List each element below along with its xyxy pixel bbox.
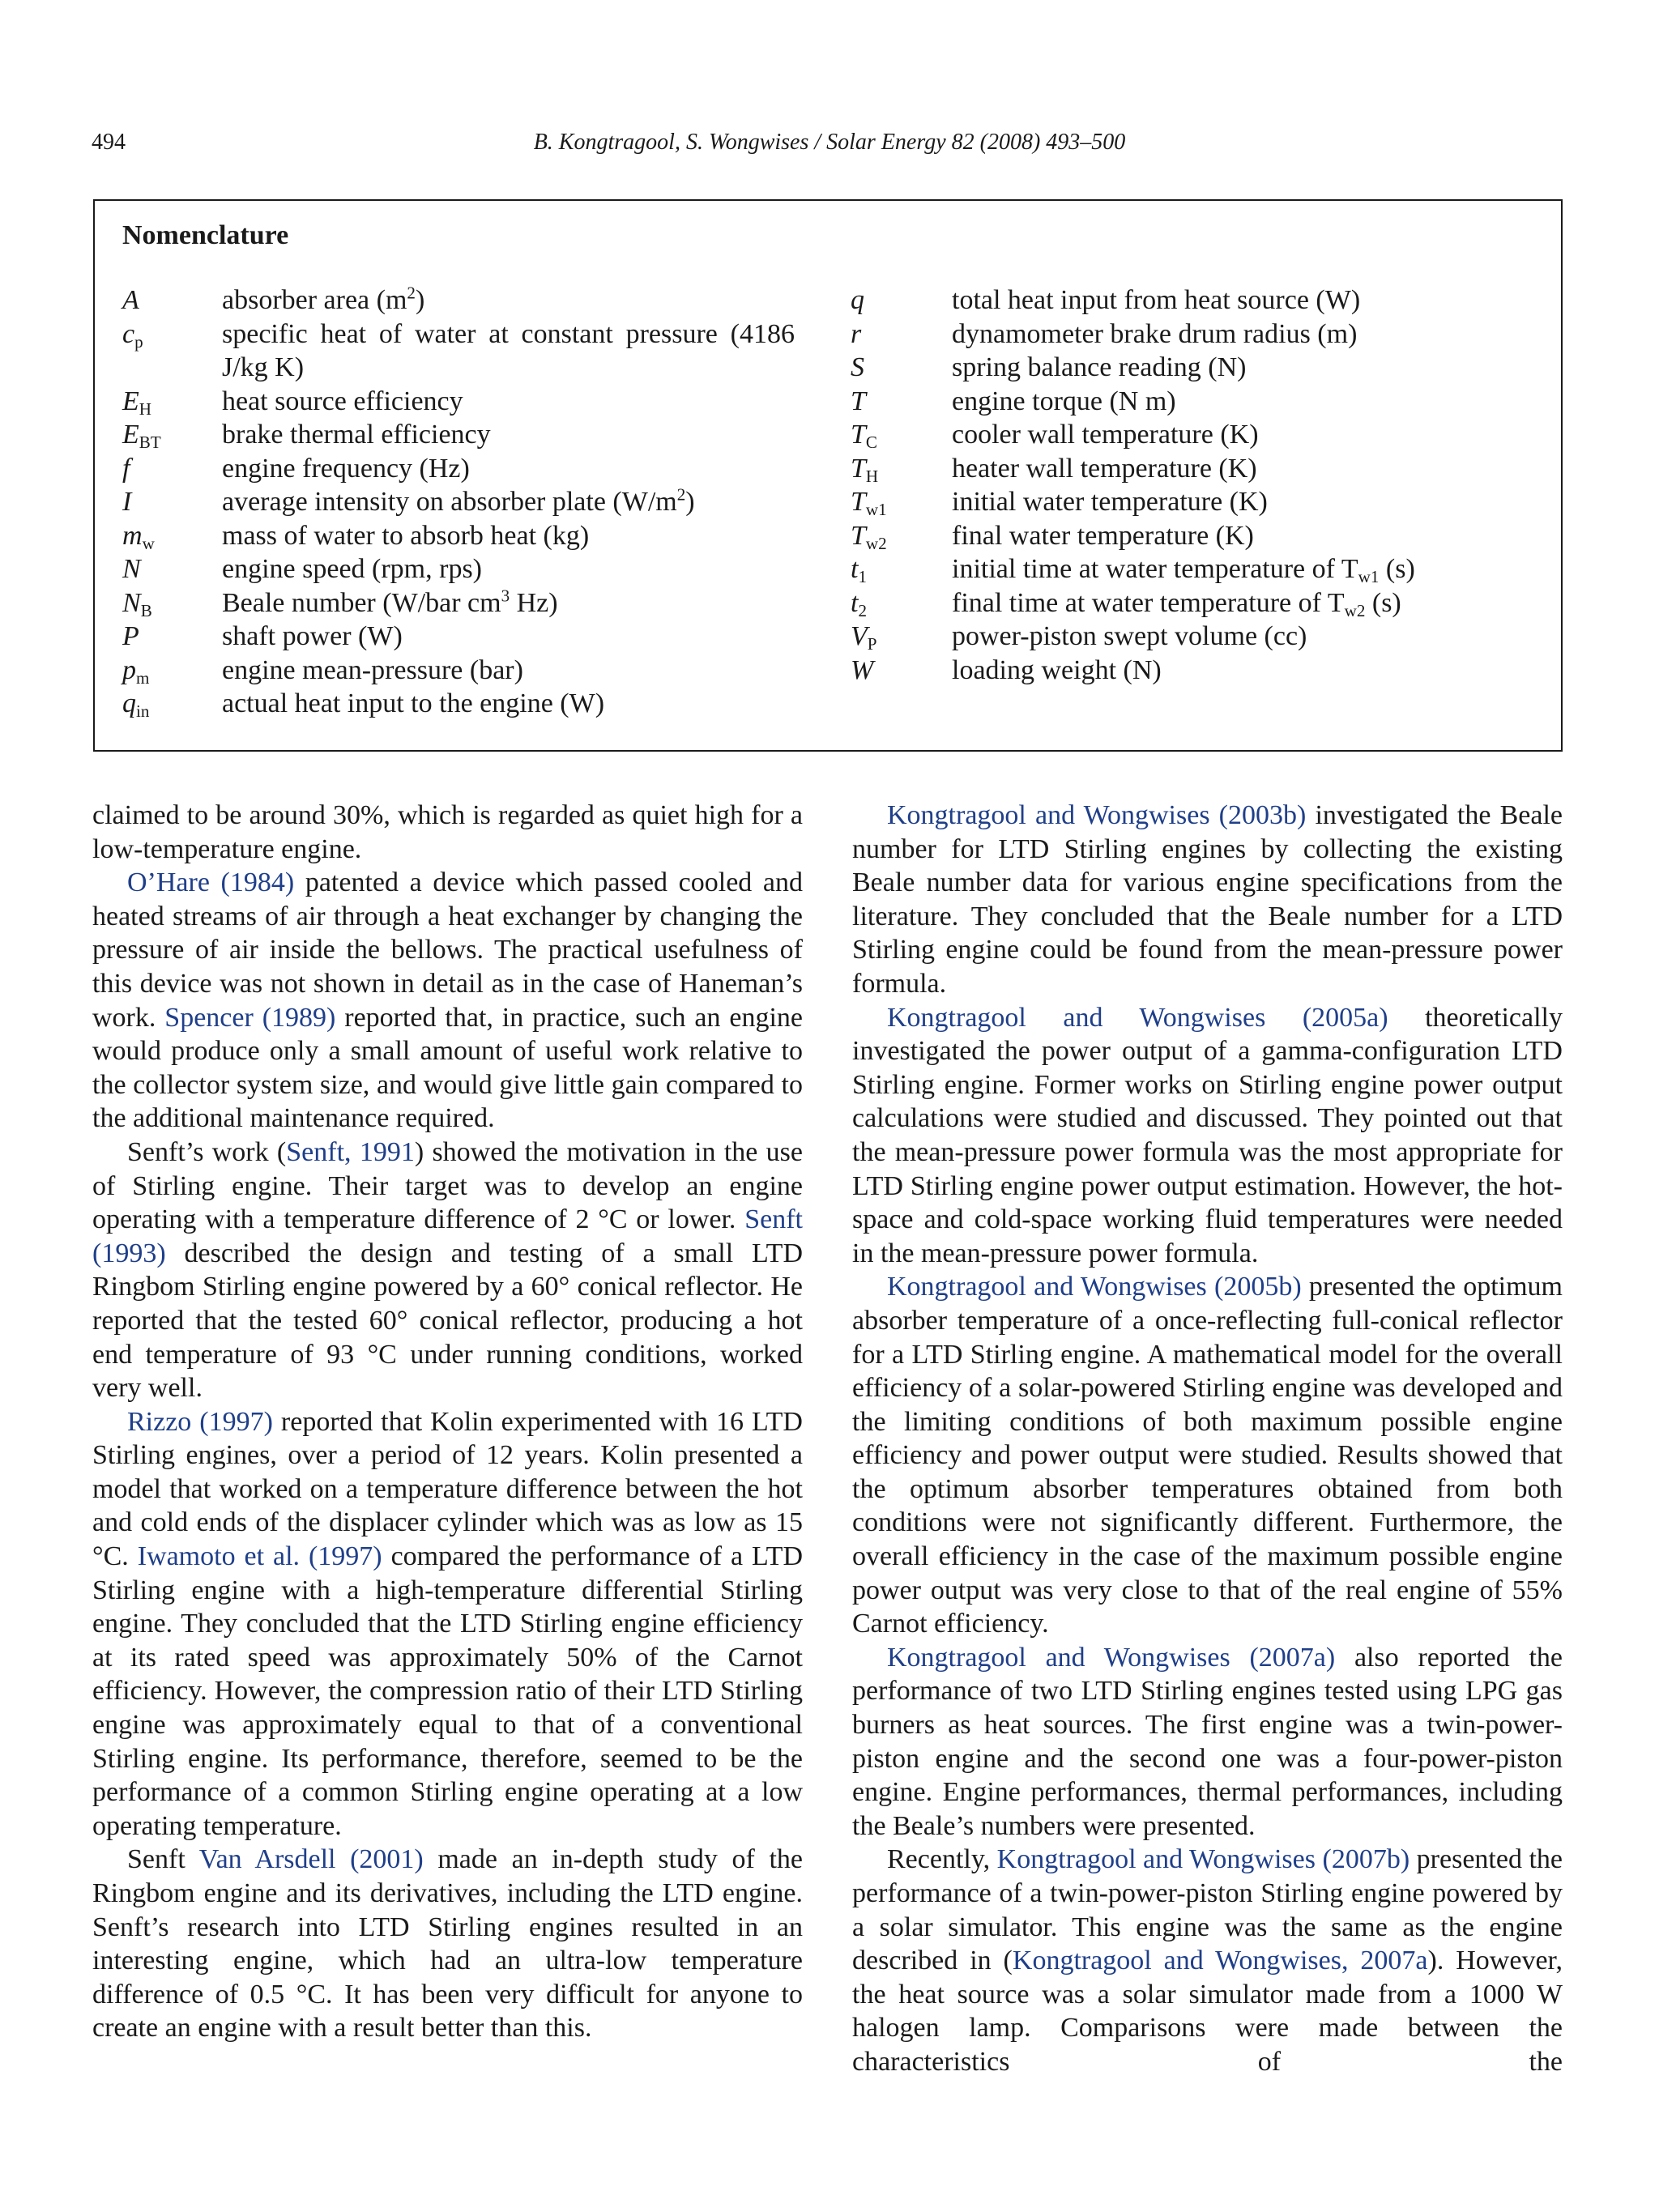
nomenclature-entry — [851, 586, 1531, 620]
nomenclature-symbol: $E_{BT}$ — [122, 420, 161, 452]
paragraph: claimed to be around 30%, which is regarded as quiet high for a low-temperature engine. — [92, 800, 803, 864]
nomenclature-symbol: $T_C$ — [851, 420, 877, 452]
nomenclature-definition: engine speed (rpm, rps) — [222, 554, 483, 584]
citation-link[interactable]: Kongtragool and Wongwises (2005a) — [887, 1002, 1388, 1033]
citation-link[interactable]: Spencer (1989) — [164, 1002, 336, 1033]
nomenclature-definition: initial water temperature (K) — [952, 487, 1268, 517]
nomenclature-symbol: $E_H$ — [122, 386, 152, 419]
paragraph: Kongtragool and Wongwises (2005b) presented the optimum absorber temperature of a once-reflecting full-conical reflector for a LTD Stirling engine. A mathematical model for the overall efficiency of a solar-powered Stirling engine was developed and the limiting conditions of both maximum possible engine efficiency and power output were studied. Results showed that the optimum absorber temperatures obtained from both conditions were not significantly different. Furthermore, the overall efficiency in the case of the maximum possible engine power output was very close to that of the real engine of 55% Carnot efficiency. — [852, 1272, 1563, 1639]
paragraph: Rizzo (1997) reported that Kolin experimented with 16 LTD Stirling engines, over a period of 12 years. Kolin presented a model that worked on a temperature difference between the hot and cold ends of the displacer cylinder which was as low as 15 °C. Iwamoto et al. (1997) compared the performance of a LTD Stirling engine with a high-temperature differential Stirling engine. They concluded that the LTD Stirling engine efficiency at its rated speed was approximately 50% of the Carnot efficiency. However, the compression ratio of their LTD Stirling engine was approximately equal to that of a conventional Stirling engine. Its performance, therefore, seemed to be the performance of a common Stirling engine operating at a low operating temperature. — [92, 1406, 803, 1841]
nomenclature-definition: shaft power (W) — [222, 621, 403, 651]
nomenclature-symbol: T — [851, 386, 866, 416]
nomenclature-symbol: $q_{in}$ — [122, 688, 150, 721]
citation-link[interactable]: Senft (1993) — [92, 1204, 803, 1268]
nomenclature-box — [93, 199, 1563, 752]
nomenclature-definition: dynamometer brake drum radius (m) — [952, 318, 1358, 349]
nomenclature-symbol: $T_{w2}$ — [851, 520, 887, 553]
nomenclature-definition: cooler wall temperature (K) — [952, 420, 1259, 450]
nomenclature-definition: heater wall temperature (K) — [952, 453, 1257, 484]
nomenclature-symbol: P — [122, 621, 139, 651]
running-head — [92, 130, 1567, 162]
nomenclature-entry — [851, 351, 1531, 385]
nomenclature-entry — [122, 586, 795, 620]
nomenclature-definition: engine frequency (Hz) — [222, 453, 470, 484]
nomenclature-symbol: $m_w$ — [122, 520, 155, 553]
nomenclature-definition: spring balance reading (N) — [952, 352, 1247, 382]
left-column — [92, 799, 803, 2045]
nomenclature-definition: mass of water to absorb heat (kg) — [222, 520, 590, 551]
nomenclature-entry — [851, 318, 1531, 352]
citation-link[interactable]: Kongtragool and Wongwises (2005b) — [887, 1272, 1302, 1302]
nomenclature-entry — [122, 519, 795, 553]
citation-link[interactable]: Kongtragool and Wongwises, 2007a — [1012, 1946, 1428, 1976]
right-column — [852, 799, 1563, 2079]
nomenclature-symbol: N — [122, 554, 141, 584]
citation-link[interactable]: Senft, 1991 — [286, 1136, 415, 1167]
nomenclature-entry — [851, 283, 1531, 318]
page-number: 494 — [92, 130, 126, 155]
nomenclature-symbol: r — [851, 318, 862, 349]
nomenclature-entry — [851, 552, 1531, 586]
citation-link[interactable]: Iwamoto et al. (1997) — [137, 1541, 382, 1572]
nomenclature-definition: engine mean-pressure (bar) — [222, 654, 523, 685]
nomenclature-symbol: A — [122, 285, 139, 315]
paragraph: O’Hare (1984) patented a device which passed cooled and heated streams of air through a heat exchanger by changing the pressure of air inside the bellows. The practical usefulness of this device was not shown in detail as in the case of Haneman’s work. Spencer (1989) reported that, in practice, such an engine would produce only a small amount of useful work relative to the collector system size, and would give little gain compared to the additional maintenance required. — [92, 867, 803, 1134]
nomenclature-definition: power-piston swept volume (cc) — [952, 621, 1307, 651]
nomenclature-definition: Beale number (W/bar $cm^3$ Hz) — [222, 585, 558, 618]
nomenclature-entry — [122, 620, 795, 654]
nomenclature-entry — [122, 654, 795, 688]
nomenclature-entry — [122, 385, 795, 419]
nomenclature-symbol: $p_m$ — [122, 654, 150, 688]
nomenclature-definition: final water temperature (K) — [952, 520, 1254, 551]
nomenclature-entry — [122, 452, 795, 486]
nomenclature-title: Nomenclature — [122, 220, 289, 250]
nomenclature-entry — [122, 418, 795, 452]
nomenclature-entry — [122, 485, 795, 519]
nomenclature-left-column — [122, 283, 795, 721]
nomenclature-symbol: $t_2$ — [851, 587, 867, 620]
nomenclature-definition: final time at water temperature of $T_{w2}$ (s) — [952, 587, 1401, 620]
citation-link[interactable]: O’Hare (1984) — [127, 867, 295, 898]
paragraph: Recently, Kongtragool and Wongwises (2007b) presented the performance of a twin-power-piston Stirling engine powered by a solar simulator. This engine was the same as the engine described in (Kongtragool and Wongwises, 2007a). However, the heat source was a solar simulator made from a 1000 W halogen lamp. Comparisons were made between the characteristics of the — [852, 1844, 1563, 2077]
nomenclature-symbol: q — [851, 285, 864, 315]
nomenclature-definition: brake thermal efficiency — [222, 420, 491, 450]
citation-link[interactable]: Kongtragool and Wongwises (2003b) — [887, 800, 1307, 830]
nomenclature-definition: absorber area $(m^2)$ — [222, 283, 425, 315]
paragraph: Kongtragool and Wongwises (2005a) theoretically investigated the power output of a gamma-configuration LTD Stirling engine. Former works on Stirling engine power output calculations were studied and discussed. They pointed out that the mean-pressure power formula was the most appropriate for LTD Stirling engine power output estimation. However, the hot-space and cold-space working fluid temperatures were needed in the mean-pressure power formula. — [852, 1002, 1563, 1268]
nomenclature-definition: total heat input from heat source (W) — [952, 285, 1361, 315]
nomenclature-symbol: $t_1$ — [851, 554, 867, 586]
citation-link[interactable]: Van Arsdell (2001) — [198, 1844, 424, 1875]
nomenclature-symbol: $V_P$ — [851, 621, 877, 654]
nomenclature-entry — [851, 485, 1531, 519]
paragraph: Senft’s work (Senft, 1991) showed the motivation in the use of Stirling engine. Their target was to develop an engine operating with a temperature difference of 2 °C or lower. Senft (1993) described the design and testing of a small LTD Ringbom Stirling engine powered by a 60° conical reflector. He reported that the tested 60° conical reflector, producing a hot end temperature of 93 °C under running conditions, worked very well. — [92, 1136, 803, 1404]
nomenclature-definition: average intensity on absorber plate $(W/m^2)$ — [222, 484, 695, 517]
nomenclature-symbol: $T_H$ — [851, 453, 879, 486]
nomenclature-symbol: $N_B$ — [122, 587, 152, 620]
nomenclature-definition: engine torque (N m) — [952, 386, 1176, 416]
nomenclature-symbol: f — [122, 453, 130, 484]
nomenclature-entry — [851, 519, 1531, 553]
citation-link[interactable]: Kongtragool and Wongwises (2007a) — [887, 1642, 1336, 1673]
paragraph: Kongtragool and Wongwises (2003b) investigated the Beale number for LTD Stirling engines by collecting the existing Beale number data for various engine specifications from the literature. They concluded that the Beale number for a LTD Stirling engine could be found from the mean-pressure power formula. — [852, 800, 1563, 999]
nomenclature-entry — [851, 385, 1531, 419]
citation-link[interactable]: Rizzo (1997) — [127, 1406, 273, 1437]
nomenclature-right-column — [851, 283, 1531, 687]
nomenclature-entry — [851, 654, 1531, 688]
paragraph: Senft Van Arsdell (2001) made an in-depth study of the Ringbom engine and its derivatives, including the LTD engine. Senft’s research into LTD Stirling engines resulted in an interesting engine, which had an ultra-low temperature difference of 0.5 °C. It has been very difficult for anyone to create an engine with a result better than this. — [92, 1844, 803, 2044]
nomenclature-symbol: W — [851, 654, 874, 685]
journal-reference: B. Kongtragool, S. Wongwises / Solar Energy 82 (2008) 493–500 — [533, 130, 1126, 155]
nomenclature-symbol: $c_p$ — [122, 318, 143, 352]
nomenclature-entry — [122, 687, 795, 721]
nomenclature-symbol: S — [851, 352, 864, 382]
nomenclature-entry — [851, 418, 1531, 452]
nomenclature-definition: specific heat of water at constant pressure (4186 J/kg K) — [222, 318, 795, 382]
nomenclature-definition: heat source efficiency — [222, 386, 463, 416]
nomenclature-entry — [122, 283, 795, 318]
nomenclature-entry — [122, 552, 795, 586]
nomenclature-symbol: $T_{w1}$ — [851, 487, 887, 519]
nomenclature-symbol: I — [122, 487, 132, 517]
nomenclature-definition: loading weight (N) — [952, 654, 1162, 685]
citation-link[interactable]: Kongtragool and Wongwises (2007b) — [996, 1844, 1410, 1875]
nomenclature-entry — [851, 452, 1531, 486]
nomenclature-entry — [851, 620, 1531, 654]
paragraph: Kongtragool and Wongwises (2007a) also reported the performance of two LTD Stirling engines tested using LPG gas burners as heat sources. The first engine was a twin-power-piston engine and the second one was a four-power-piston engine. Engine performances, thermal performances, including the Beale’s numbers were presented. — [852, 1642, 1563, 1841]
nomenclature-entry — [122, 318, 795, 385]
nomenclature-definition: initial time at water temperature of $T_{w1}$ (s) — [952, 554, 1415, 586]
nomenclature-definition: actual heat input to the engine (W) — [222, 688, 605, 718]
